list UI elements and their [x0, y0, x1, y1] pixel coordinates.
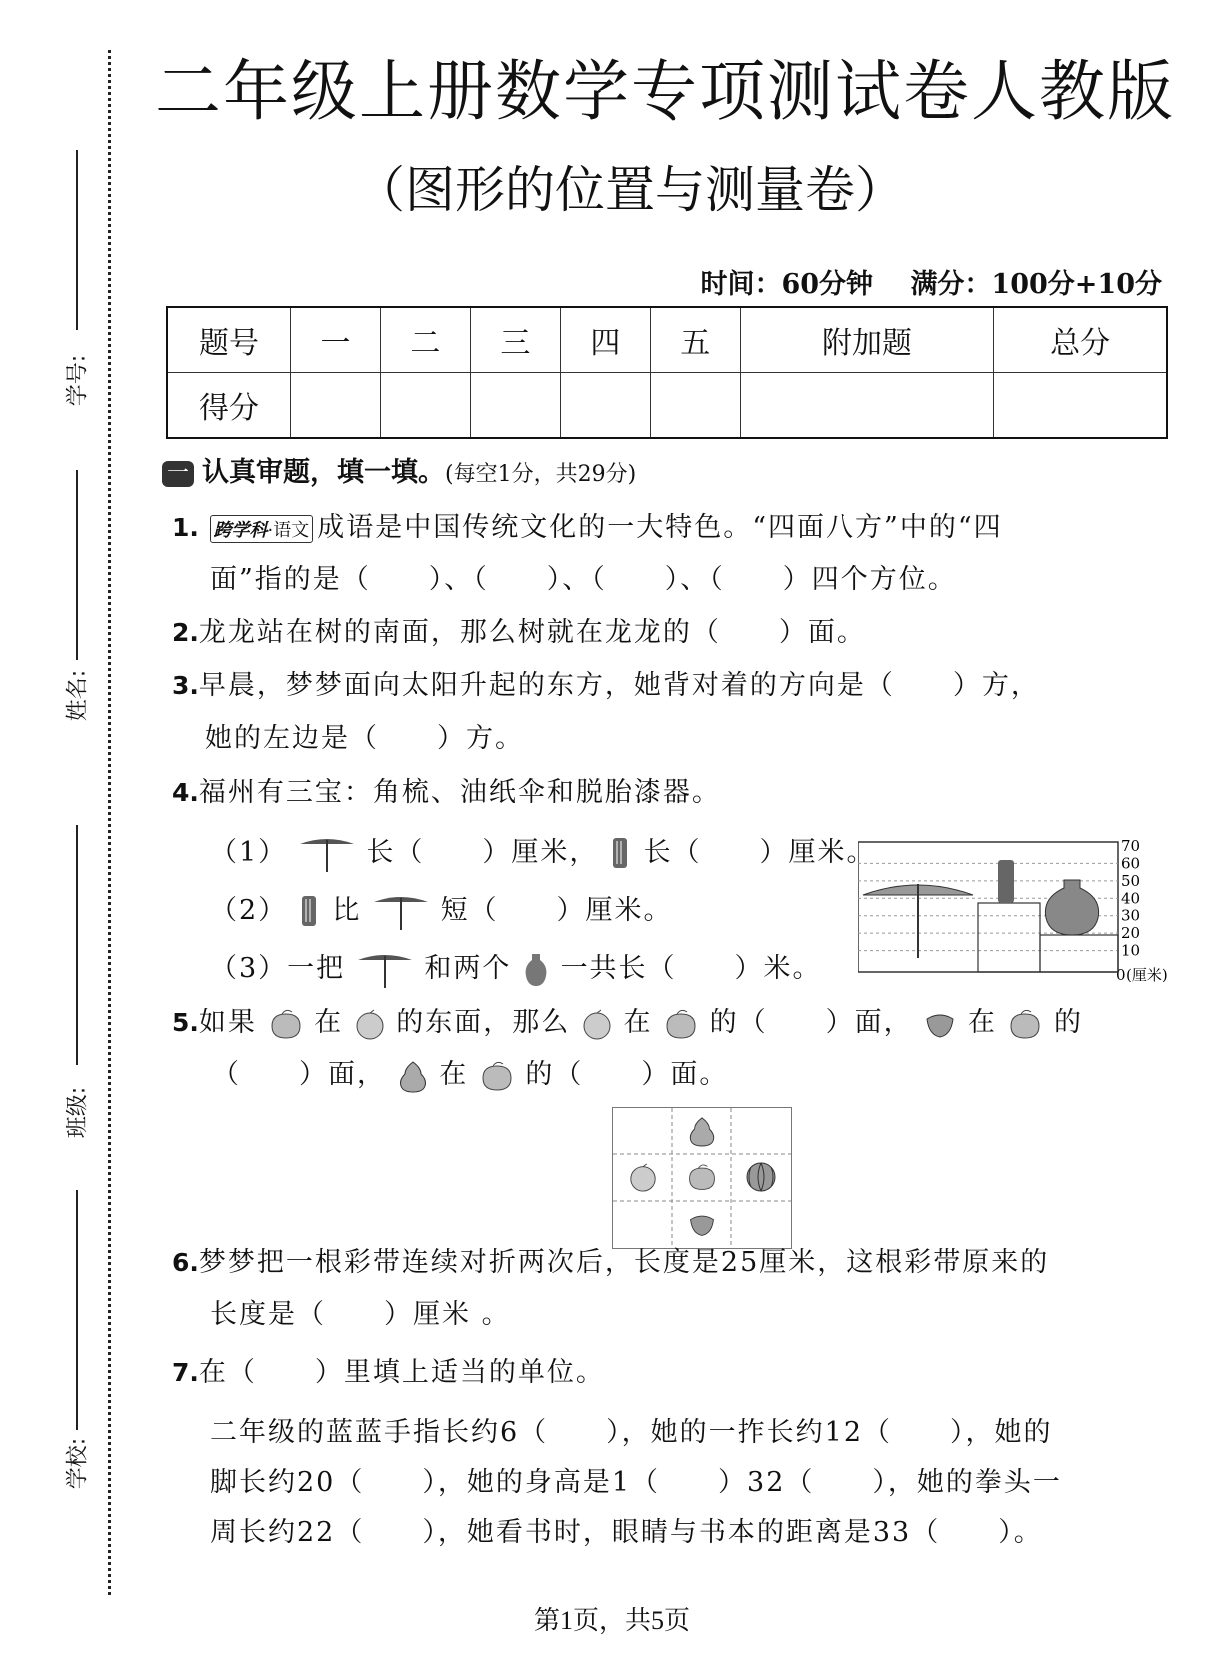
question-number: 4.	[172, 778, 199, 807]
class-rule	[76, 825, 78, 1065]
q1-text-line2: 面”指的是（ ）、（ ）、（ ）、（ ）四个方位。	[210, 564, 957, 595]
q4-part3-text-b: 和两个	[424, 953, 512, 984]
comb-icon	[298, 894, 322, 930]
peach-icon	[268, 1008, 304, 1040]
umbrella-icon	[356, 950, 414, 990]
q5-text: 在	[623, 1007, 653, 1038]
orange-icon	[581, 1008, 613, 1040]
pear-icon	[687, 1114, 717, 1148]
grid-cell-center	[672, 1154, 731, 1200]
q7-text: 在（ ）里填上适当的单位。	[198, 1357, 605, 1388]
score-table-cell: 题号	[167, 307, 291, 373]
q7-text-line2: 脚长约20（ ），她的身高是1（ ）32（ ），她的拳头一	[210, 1467, 1062, 1498]
page-footer: 第1页，共5页	[533, 1606, 690, 1635]
pear-icon	[397, 1058, 429, 1094]
q4-part3-text-c: 一共长（ ）米。	[560, 953, 822, 984]
score-table-cell: 四	[560, 307, 650, 373]
q4-part2-num: （2）	[210, 895, 288, 926]
chart-tick-label: 50	[1121, 871, 1141, 890]
q5-text: 的（ ）面。	[525, 1059, 729, 1090]
time-limit: 时间：60分钟	[700, 269, 874, 300]
q6-line1	[172, 1240, 1049, 1279]
score-table-cell: 附加题	[740, 307, 994, 373]
chart-tick-label: 60	[1121, 854, 1141, 873]
name-field[interactable]	[46, 470, 106, 750]
student-id-field[interactable]	[46, 140, 106, 430]
q4-part1-text-b: 长（ ）厘米。	[643, 837, 876, 868]
q4-text: 福州有三宝：角梳、油纸伞和脱胎漆器。	[198, 777, 721, 808]
score-table-cell: 得分	[167, 373, 291, 439]
section-1-header	[162, 450, 636, 489]
q6-text-line1: 梦梦把一根彩带连续对折两次后，长度是25厘米，这根彩带原来的	[198, 1247, 1050, 1278]
section-title: 认真审题，填一填。	[202, 457, 445, 488]
chart-tick-label: 70	[1121, 840, 1141, 855]
name-label: 姓名:	[65, 669, 91, 722]
q5-text: 的	[1054, 1007, 1084, 1038]
chart-tick-label: 20	[1121, 924, 1141, 943]
q3-text-line2: 她的左边是（ ）方。	[205, 723, 524, 754]
peach-icon	[479, 1060, 515, 1092]
q5-text: 在	[314, 1007, 344, 1038]
umbrella-icon	[298, 834, 356, 874]
strawberry-icon	[923, 1009, 957, 1039]
question-number: 2.	[172, 618, 199, 647]
score-table-score-row	[167, 373, 1167, 439]
q5-text: 的东面，那么	[396, 1007, 571, 1038]
q4-part3-text-a: （3）一把	[210, 953, 346, 984]
student-id-label: 学号:	[65, 354, 91, 407]
chart-step-block-high	[978, 903, 1040, 972]
chart-tick-label: 40	[1121, 889, 1141, 908]
section-badge: 一	[162, 461, 194, 487]
q7-text-line1: 二年级的蓝蓝手指长约6（ ），她的一拃长约12（ ），她的	[210, 1417, 1053, 1448]
score-table-cell: 二	[380, 307, 470, 373]
chart-tick-label: 10	[1121, 941, 1141, 960]
score-input-cell[interactable]	[740, 373, 994, 439]
fruit-grid	[612, 1107, 792, 1249]
q3-text-line1: 早晨，梦梦面向太阳升起的东方，她背对着的方向是（ ）方，	[198, 670, 1040, 701]
q5-line1	[172, 1000, 1083, 1040]
grid-cell-west	[613, 1154, 672, 1200]
score-input-cell[interactable]	[470, 373, 560, 439]
q7-line	[172, 1350, 605, 1389]
q5-text: 的（ ）面，	[709, 1007, 913, 1038]
measure-chart	[858, 840, 1188, 982]
peach-icon	[686, 1162, 718, 1192]
school-label: 学校:	[65, 1437, 91, 1490]
q6-text-line2: 长度是（ ）厘米 。	[210, 1299, 511, 1330]
class-label: 班级:	[65, 1086, 91, 1139]
q5-text: 在	[967, 1007, 997, 1038]
peach-icon	[1007, 1008, 1043, 1040]
q4-part2-text-b: 短（ ）厘米。	[440, 895, 673, 926]
page-title: 二年级上册数学专项测试卷人教版	[155, 53, 1175, 130]
q4-line	[172, 770, 721, 809]
question-number: 7.	[172, 1358, 199, 1387]
name-rule	[76, 470, 78, 660]
q4-part1-text-a: 长（ ）厘米，	[366, 837, 599, 868]
score-table-header-row	[167, 307, 1167, 373]
page-subtitle: （图形的位置与测量卷）	[355, 161, 905, 219]
question-number: 6.	[172, 1248, 199, 1277]
tag-main: 跨学科	[213, 519, 268, 541]
strawberry-icon	[687, 1210, 717, 1238]
peach-icon	[663, 1008, 699, 1040]
question-number: 5.	[172, 1008, 199, 1037]
melon-icon	[745, 1161, 777, 1193]
q1-text-line1: 成语是中国传统文化的一大特色。“四面八方”中的“四	[317, 512, 1003, 543]
school-field[interactable]	[46, 1190, 106, 1510]
orange-icon	[354, 1008, 386, 1040]
q5-text: 如果	[198, 1007, 257, 1038]
chart-vase	[1045, 880, 1098, 935]
vase-icon	[522, 952, 550, 988]
score-input-cell[interactable]	[291, 373, 381, 439]
score-table-cell: 五	[650, 307, 740, 373]
q4-part3	[210, 946, 822, 990]
orange-icon	[628, 1162, 658, 1192]
exam-meta	[672, 262, 1162, 301]
q5-line2	[212, 1052, 728, 1094]
question-number: 1.	[172, 513, 199, 542]
q4-part2-text-a: 比	[332, 895, 362, 926]
section-note: (每空1分，共29分)	[445, 462, 637, 487]
score-input-cell[interactable]	[380, 373, 470, 439]
score-input-cell[interactable]	[650, 373, 740, 439]
q4-part1	[210, 830, 876, 874]
q7-text-line3: 周长约22（ ），她看书时，眼睛与书本的距离是33（ ）。	[210, 1517, 1043, 1548]
comb-icon	[609, 836, 633, 872]
q3-line1	[172, 663, 1040, 702]
cross-subject-tag	[210, 515, 314, 543]
chart-ticks	[1116, 840, 1140, 982]
tag-sub: ·语文	[267, 519, 310, 541]
class-field[interactable]	[46, 825, 106, 1155]
q2-text: 龙龙站在树的南面，那么树就在龙龙的（ ）面。	[198, 617, 866, 648]
q1-line1	[172, 505, 1003, 544]
q5-text: 在	[439, 1059, 469, 1090]
q4-part1-num: （1）	[210, 837, 288, 868]
chart-unit-label: (厘米)	[1126, 966, 1168, 982]
score-table-cell: 三	[470, 307, 560, 373]
umbrella-icon	[372, 892, 430, 932]
chart-tick-label: 0	[1116, 966, 1126, 982]
full-score: 满分：100分+10分	[910, 269, 1162, 300]
grid-cell-north	[672, 1108, 731, 1154]
binding-dashed-line	[108, 50, 111, 1595]
score-input-cell[interactable]	[994, 373, 1167, 439]
score-table	[166, 306, 1168, 439]
score-table-cell: 一	[291, 307, 381, 373]
q2-line	[172, 610, 866, 649]
school-rule	[76, 1190, 78, 1430]
chart-comb	[998, 860, 1014, 903]
chart-step-block-low	[1040, 935, 1118, 972]
score-input-cell[interactable]	[560, 373, 650, 439]
chart-tick-label: 30	[1121, 906, 1141, 925]
grid-cell-east	[731, 1154, 790, 1200]
q4-part2	[210, 888, 673, 932]
chart-umbrella	[863, 884, 973, 958]
question-number: 3.	[172, 671, 199, 700]
student-id-rule	[76, 150, 78, 330]
q5-text: （ ）面，	[212, 1059, 386, 1090]
score-table-cell: 总分	[994, 307, 1167, 373]
